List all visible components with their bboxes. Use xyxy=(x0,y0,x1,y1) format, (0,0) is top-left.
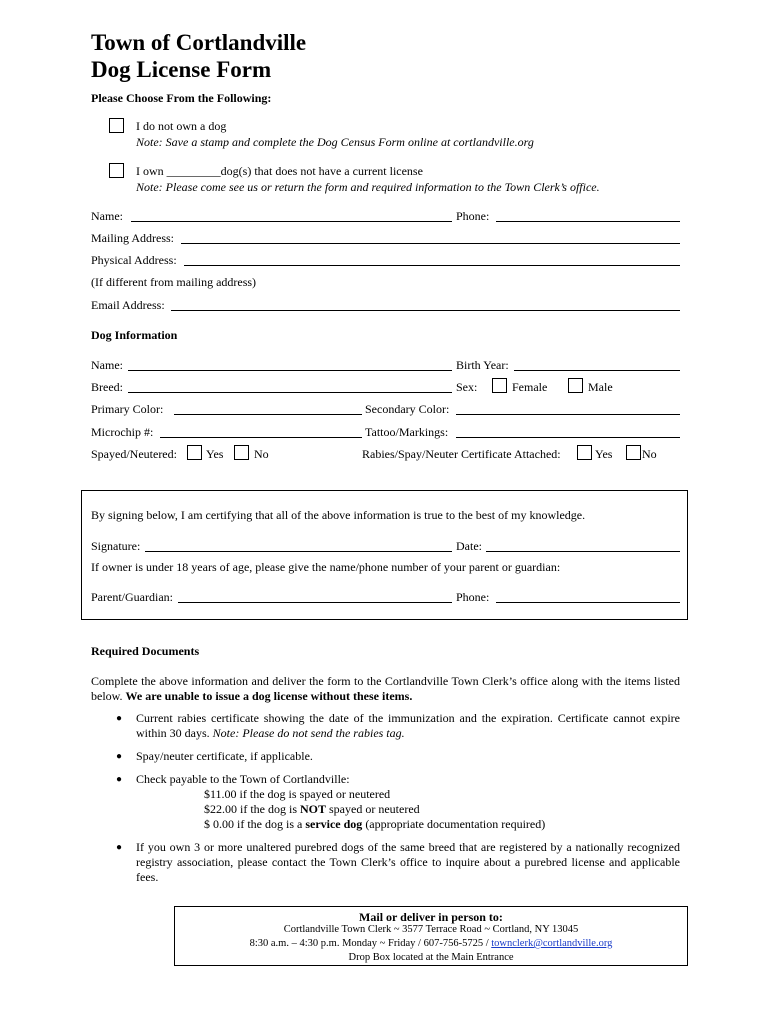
fee-not-spayed-b: NOT xyxy=(300,802,327,816)
date-field[interactable] xyxy=(486,551,680,552)
fee-service-b: service dog xyxy=(305,817,363,831)
owner-phone-label: Phone: xyxy=(456,209,490,223)
primary-color-field[interactable] xyxy=(174,414,362,415)
microchip-field[interactable] xyxy=(160,437,362,438)
required-item-spay: Spay/neuter certificate, if applicable. xyxy=(136,749,313,763)
required-docs-intro xyxy=(91,674,680,704)
required-item-rabies-text: Current rabies certificate showing the date of the immunization and the expiration. Certificate cannot expire within 30 days. xyxy=(136,711,680,740)
breed-field[interactable] xyxy=(128,392,452,393)
fee-not-spayed-a: $22.00 if the dog is xyxy=(204,802,300,816)
bullet-icon: ● xyxy=(116,713,123,724)
sex-female-label: Female xyxy=(512,380,548,394)
guardian-label: Parent/Guardian: xyxy=(91,590,173,604)
fee-not-spayed xyxy=(204,802,420,816)
form-title: Dog License Form xyxy=(91,57,272,82)
primary-color-label: Primary Color: xyxy=(91,402,164,416)
bullet-icon: ● xyxy=(116,774,123,785)
dog-info-title: Dog Information xyxy=(91,328,178,342)
rabies-yes-label: Yes xyxy=(595,447,613,461)
mail-title: Mail or deliver in person to: xyxy=(359,910,503,924)
minor-note: If owner is under 18 years of age, please give the name/phone number of your parent or guardian: xyxy=(91,560,561,574)
email-address-field[interactable] xyxy=(171,310,680,311)
bullet-icon: ● xyxy=(116,751,123,762)
dog-name-field[interactable] xyxy=(128,370,452,371)
guardian-phone-label: Phone: xyxy=(456,590,490,604)
option-own-dog-note: Note: Please come see us or return the form and required information to the Town Clerk’s office. xyxy=(136,180,600,194)
fee-service-dog xyxy=(204,817,545,831)
physical-address-label: Physical Address: xyxy=(91,253,177,267)
dog-name-label: Name: xyxy=(91,358,123,372)
required-item-purebred: If you own 3 or more unaltered purebred dogs of the same breed that are registered by a nationally recognized registry association, please contact the Town Clerk’s office to inquire about a purebred license and applicable fees. xyxy=(136,840,680,884)
microchip-label: Microchip #: xyxy=(91,425,154,439)
spayed-no-label: No xyxy=(254,447,269,461)
tattoo-field[interactable] xyxy=(456,437,680,438)
signature-label: Signature: xyxy=(91,539,141,553)
date-label: Date: xyxy=(456,539,482,553)
birth-year-field[interactable] xyxy=(514,370,680,371)
tattoo-label: Tattoo/Markings: xyxy=(365,425,449,439)
spayed-yes-checkbox[interactable] xyxy=(187,445,202,460)
bullet-icon: ● xyxy=(116,842,123,853)
fee-service-c: (appropriate documentation required) xyxy=(362,817,546,831)
required-item-rabies xyxy=(136,711,680,741)
certify-statement: By signing below, I am certifying that all of the above information is true to the best of my knowledge. xyxy=(91,508,586,522)
option-own-dog-label: I own _________dog(s) that does not have a current license xyxy=(136,164,423,178)
fee-service-a: $ 0.00 if the dog is a xyxy=(204,817,306,831)
secondary-color-field[interactable] xyxy=(456,414,680,415)
fee-not-spayed-c: spayed or neutered xyxy=(326,802,420,816)
fee-spayed: $11.00 if the dog is spayed or neutered xyxy=(204,787,391,801)
mail-address: Cortlandville Town Clerk ~ 3577 Terrace Road ~ Cortland, NY 13045 xyxy=(283,924,579,935)
choose-label: Please Choose From the Following: xyxy=(91,91,272,105)
owner-name-label: Name: xyxy=(91,209,123,223)
spayed-yes-label: Yes xyxy=(206,447,224,461)
mailing-address-field[interactable] xyxy=(181,243,680,244)
mail-dropbox: Drop Box located at the Main Entrance xyxy=(348,952,514,963)
mail-hours xyxy=(174,937,688,950)
sex-label: Sex: xyxy=(456,380,478,394)
owner-phone-field[interactable] xyxy=(496,221,680,222)
rabies-no-label: No xyxy=(642,447,657,461)
rabies-cert-label: Rabies/Spay/Neuter Certificate Attached: xyxy=(362,447,561,461)
clerk-email-link[interactable]: townclerk@cortlandville.org xyxy=(491,938,613,949)
secondary-color-label: Secondary Color: xyxy=(365,402,450,416)
required-item-rabies-note: Note: Please do not send the rabies tag. xyxy=(212,726,405,740)
mailing-address-label: Mailing Address: xyxy=(91,231,174,245)
form-title-town: Town of Cortlandville xyxy=(91,30,307,55)
option-no-dog-checkbox[interactable] xyxy=(109,118,124,133)
guardian-field[interactable] xyxy=(178,602,452,603)
rabies-yes-checkbox[interactable] xyxy=(577,445,592,460)
sex-male-label: Male xyxy=(588,380,613,394)
signature-field[interactable] xyxy=(145,551,452,552)
required-intro-warning: We are unable to issue a dog license without these items. xyxy=(125,689,413,703)
required-intro-text: Complete the above information and deliver the form to the Cortlandville Town Clerk’s office along with the items listed below. xyxy=(91,674,680,703)
option-own-dog-checkbox[interactable] xyxy=(109,163,124,178)
breed-label: Breed: xyxy=(91,380,123,394)
different-address-note: (If different from mailing address) xyxy=(91,275,257,289)
spayed-no-checkbox[interactable] xyxy=(234,445,249,460)
option-no-dog-note: Note: Save a stamp and complete the Dog Census Form online at cortlandville.org xyxy=(136,135,534,149)
sex-male-checkbox[interactable] xyxy=(568,378,583,393)
guardian-phone-field[interactable] xyxy=(496,602,680,603)
email-address-label: Email Address: xyxy=(91,298,165,312)
rabies-no-checkbox[interactable] xyxy=(626,445,641,460)
spayed-label: Spayed/Neutered: xyxy=(91,447,177,461)
sex-female-checkbox[interactable] xyxy=(492,378,507,393)
required-item-check: Check payable to the Town of Cortlandville: xyxy=(136,772,350,786)
owner-name-field[interactable] xyxy=(131,221,452,222)
required-docs-title: Required Documents xyxy=(91,644,200,658)
mail-hours-text: 8:30 a.m. – 4:30 p.m. Monday ~ Friday / 607-756-5725 / xyxy=(249,938,492,949)
birth-year-label: Birth Year: xyxy=(456,358,509,372)
physical-address-field[interactable] xyxy=(184,265,680,266)
option-no-dog-label: I do not own a dog xyxy=(136,119,227,133)
